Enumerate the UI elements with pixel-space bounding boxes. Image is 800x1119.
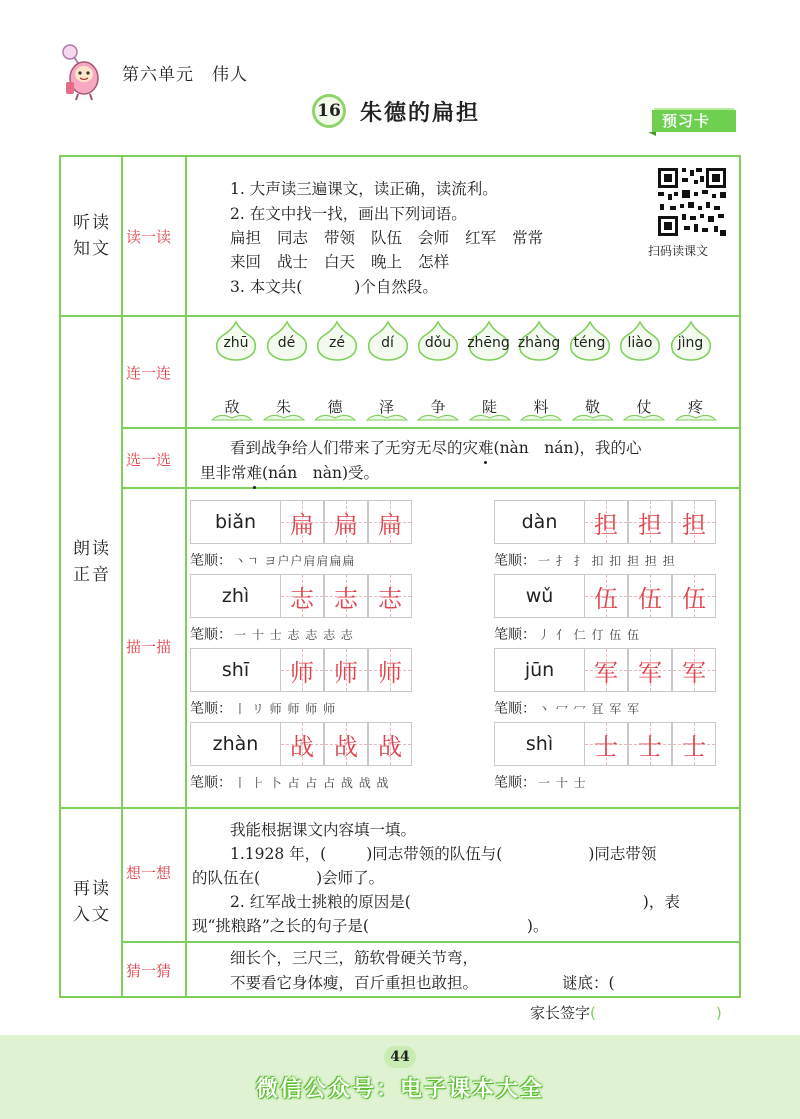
leaf-base-icon (313, 412, 357, 422)
pinyin-option[interactable]: dí (381, 335, 394, 351)
character-option[interactable]: 疼 (687, 398, 703, 416)
stroke-label: 笔顺： (190, 627, 232, 643)
tracing-box[interactable] (324, 500, 368, 544)
trace-character: 志 (334, 584, 358, 613)
tracing-box[interactable] (280, 648, 324, 692)
section-label: 听读知文 (73, 213, 111, 259)
trace-character: 师 (290, 658, 314, 687)
character-option[interactable]: 争 (430, 398, 446, 416)
pinyin-label: zhàn (190, 722, 280, 766)
word: 常常 (512, 229, 544, 247)
writing-cell-group (190, 574, 412, 618)
word: 来回 (230, 253, 262, 271)
question-text: )，表 (642, 893, 680, 911)
qr-label: 扫码读课文 (648, 244, 709, 258)
lesson-heading (312, 92, 480, 130)
stroke-sequence: 一 扌 扌 扣 扣 担 担 担 (538, 554, 676, 568)
section-read-aloud (62, 536, 122, 588)
question-text: 现“挑粮路”之长的句子是( (192, 917, 369, 935)
trace-character: 伍 (594, 584, 618, 613)
character-option[interactable]: 朱 (275, 398, 291, 416)
pinyin-option[interactable]: téng (573, 335, 606, 351)
question-text: )。 (526, 917, 549, 935)
tracing-box[interactable] (584, 648, 628, 692)
tracing-box[interactable] (672, 648, 716, 692)
pinyin-option[interactable]: zhēng (467, 335, 510, 351)
think-intro: 我能根据课文内容填一填。 (230, 821, 417, 839)
question-text: )同志带领的队伍与( (366, 845, 503, 863)
tracing-box[interactable] (324, 722, 368, 766)
think-q2-line2 (192, 914, 548, 936)
tracing-box[interactable] (628, 648, 672, 692)
preview-card-tag: 预习卡 (662, 112, 711, 130)
parent-signature-field[interactable] (530, 1002, 722, 1023)
character-option[interactable]: 仗 (636, 398, 652, 416)
trace-character: 师 (334, 658, 358, 687)
trace-character: 伍 (682, 584, 706, 613)
pinyin-option[interactable]: zé (329, 335, 345, 351)
tracing-box[interactable] (368, 648, 412, 692)
question-text: )个自然段。 (354, 278, 438, 296)
leaf-base-icon (416, 412, 460, 422)
trace-character: 士 (638, 732, 662, 761)
stroke-order (190, 550, 355, 570)
trace-character: 扁 (378, 510, 402, 539)
tracing-box[interactable] (368, 574, 412, 618)
pinyin-option[interactable]: jìng (677, 335, 704, 351)
riddle-answer-field[interactable] (562, 971, 615, 993)
dotted-character: 难 (246, 464, 263, 482)
stroke-sequence: 一 十 士 (538, 776, 587, 790)
sub-label-trace: 描一描 (126, 638, 172, 656)
stroke-order (190, 698, 336, 718)
trace-character: 军 (638, 658, 662, 687)
signature-paren: ( (590, 1004, 596, 1022)
stroke-sequence: 丨 リ 师 师 师 师 (234, 702, 337, 716)
word: 白天 (324, 253, 356, 271)
divider (121, 487, 739, 489)
trace-character: 士 (594, 732, 618, 761)
leaf-base-icon (519, 412, 563, 422)
tracing-box[interactable] (368, 722, 412, 766)
section-label: 再读入文 (73, 879, 111, 925)
character-option[interactable]: 德 (327, 398, 343, 416)
stroke-sequence: 丶 冖 冖 冝 军 军 (538, 702, 641, 716)
leaf-base-icon (622, 412, 666, 422)
trace-character: 扁 (290, 510, 314, 539)
answer-label: 谜底：( (562, 974, 615, 992)
tracing-box[interactable] (324, 574, 368, 618)
writing-cell-group (494, 722, 716, 766)
writing-cell-group (494, 648, 716, 692)
writing-cell-group (494, 574, 716, 618)
stroke-label: 笔顺： (494, 553, 536, 569)
character-option[interactable]: 敬 (584, 398, 600, 416)
stroke-order (190, 624, 354, 644)
section-label: 朗读正音 (73, 539, 111, 585)
choose-line-2 (200, 461, 379, 483)
divider (61, 807, 739, 809)
sub-label-read: 读一读 (126, 228, 172, 246)
trace-character: 扁 (334, 510, 358, 539)
trace-character: 战 (290, 732, 314, 761)
read-instruction-1: 1. 大声读三遍课文，读正确，读流利。 (230, 180, 498, 198)
trace-character: 担 (638, 510, 662, 539)
divider (121, 427, 739, 429)
word: 战士 (277, 253, 309, 271)
word-list-row-2 (230, 250, 449, 272)
trace-character: 战 (334, 732, 358, 761)
pinyin-option[interactable]: dǒu (424, 335, 452, 351)
trace-character: 担 (682, 510, 706, 539)
sub-label-choose: 选一选 (126, 451, 172, 469)
tracing-box[interactable] (628, 574, 672, 618)
word: 扁担 (230, 229, 262, 247)
pinyin-label: biǎn (190, 500, 280, 544)
question-text: 3. 本文共( (230, 278, 303, 296)
leaf-base-icon (468, 412, 512, 422)
tracing-box[interactable] (280, 500, 324, 544)
tracing-box[interactable] (584, 722, 628, 766)
word: 队伍 (371, 229, 403, 247)
tracing-box[interactable] (672, 722, 716, 766)
word: 晚上 (371, 253, 403, 271)
read-instruction-2: 2. 在文中找一找，画出下列词语。 (230, 205, 467, 223)
writing-cell-group (494, 500, 716, 544)
sub-label-guess: 猜一猜 (126, 962, 172, 980)
sentence-text: 看到战争给人们带来了无穷无尽的灾 (230, 439, 479, 457)
character-option[interactable]: 泽 (378, 398, 394, 416)
stroke-sequence: 丶ㄱ ヨ户户肩肩扁扁 (234, 554, 356, 568)
trace-character: 军 (594, 658, 618, 687)
stroke-label: 笔顺： (494, 775, 536, 791)
sub-label-link: 连一连 (126, 364, 172, 382)
tracing-box[interactable] (280, 722, 324, 766)
riddle-line-2: 不要看它身体瘦，百斤重担也敢担。 (230, 974, 479, 992)
mascot-icon (58, 42, 104, 102)
character-option[interactable]: 陡 (481, 398, 497, 416)
think-q2-line1 (230, 890, 680, 912)
pinyin-options[interactable]: (nàn nán)，我的心 (493, 439, 642, 457)
pinyin-label: zhì (190, 574, 280, 618)
pinyin-label: jūn (494, 648, 584, 692)
writing-cell-group (190, 648, 412, 692)
stroke-sequence: 丿 亻 仁 仃 伍 伍 (538, 628, 641, 642)
pinyin-option[interactable]: dé (277, 335, 296, 351)
trace-character: 志 (290, 584, 314, 613)
stroke-order (494, 624, 640, 644)
pinyin-option[interactable]: zhàng (517, 335, 561, 351)
think-q1-line1 (230, 842, 656, 864)
pinyin-label: wǔ (494, 574, 584, 618)
riddle-line-1: 细长个，三尺三，筋软骨硬关节弯， (230, 949, 479, 967)
stroke-label: 笔顺： (190, 701, 232, 717)
stroke-order (494, 772, 587, 792)
stroke-sequence: 丨 ⺊ 卜 占 占 占 战 战 战 (234, 776, 390, 790)
pinyin-option[interactable]: zhū (223, 335, 249, 351)
question-text: )会师了。 (316, 869, 385, 887)
stroke-label: 笔顺： (190, 775, 232, 791)
tracing-box[interactable] (324, 648, 368, 692)
tracing-box[interactable] (628, 722, 672, 766)
question-text: 的队伍在( (192, 869, 261, 887)
stroke-order (190, 772, 390, 792)
trace-character: 战 (378, 732, 402, 761)
sub-label-think: 想一想 (126, 864, 172, 882)
writing-cell-group (190, 722, 412, 766)
trace-character: 担 (594, 510, 618, 539)
word: 带领 (324, 229, 356, 247)
leaf-base-icon (571, 412, 615, 422)
trace-character: 士 (682, 732, 706, 761)
signature-label: 家长签字 (530, 1004, 591, 1022)
trace-character: 师 (378, 658, 402, 687)
tracing-box[interactable] (628, 500, 672, 544)
think-q1-line2 (192, 866, 384, 888)
stroke-label: 笔顺： (190, 553, 232, 569)
choose-line-1 (230, 436, 642, 458)
stroke-label: 笔顺： (494, 701, 536, 717)
character-option[interactable]: 敌 (224, 398, 240, 416)
pinyin-label: dàn (494, 500, 584, 544)
unit-title: 第六单元 伟人 (122, 65, 248, 85)
tracing-box[interactable] (584, 500, 628, 544)
read-instruction-3 (230, 275, 438, 297)
word: 红军 (465, 229, 497, 247)
trace-character: 军 (682, 658, 706, 687)
leaf-base-icon (365, 412, 409, 422)
lesson-title: 朱德的扁担 (360, 99, 481, 126)
lesson-number: 16 (312, 94, 346, 128)
pinyin-label: shī (190, 648, 280, 692)
pinyin-label: shì (494, 722, 584, 766)
trace-character: 志 (378, 584, 402, 613)
tracing-box[interactable] (368, 500, 412, 544)
tracing-box[interactable] (672, 500, 716, 544)
word-list-row-1 (230, 226, 543, 248)
wechat-banner: 微信公众号：电子课本大全 (255, 1077, 544, 1102)
tracing-box[interactable] (280, 574, 324, 618)
stroke-order (494, 550, 676, 570)
pinyin-option[interactable]: liào (627, 335, 653, 351)
qr-code-icon[interactable] (656, 166, 728, 238)
section-listen-read (62, 210, 122, 262)
character-option[interactable]: 料 (533, 398, 549, 416)
stroke-sequence: 一 十 士 志 志 志 志 (234, 628, 354, 642)
section-reread (62, 876, 122, 928)
word: 同志 (277, 229, 309, 247)
writing-cell-group (190, 500, 412, 544)
divider (185, 157, 187, 996)
dotted-character: 难 (478, 439, 494, 457)
stroke-order (494, 698, 640, 718)
signature-paren: ) (715, 1004, 722, 1022)
pinyin-options[interactable]: (nán nàn)受。 (262, 464, 380, 482)
trace-character: 伍 (638, 584, 662, 613)
leaf-base-icon (210, 412, 254, 422)
tracing-box[interactable] (584, 574, 628, 618)
divider (61, 315, 739, 317)
leaf-base-icon (262, 412, 306, 422)
question-text: 2. 红军战士挑粮的原因是( (230, 893, 411, 911)
question-text: 1.1928 年，( (230, 845, 327, 863)
stroke-label: 笔顺： (494, 627, 536, 643)
word: 会师 (418, 229, 450, 247)
page-number: 44 (384, 1046, 416, 1068)
tracing-box[interactable] (672, 574, 716, 618)
word: 怎样 (418, 253, 450, 271)
divider (121, 941, 739, 943)
sentence-text: 里非常 (200, 464, 247, 482)
leaf-base-icon (674, 412, 718, 422)
question-text: )同志带领 (588, 845, 657, 863)
